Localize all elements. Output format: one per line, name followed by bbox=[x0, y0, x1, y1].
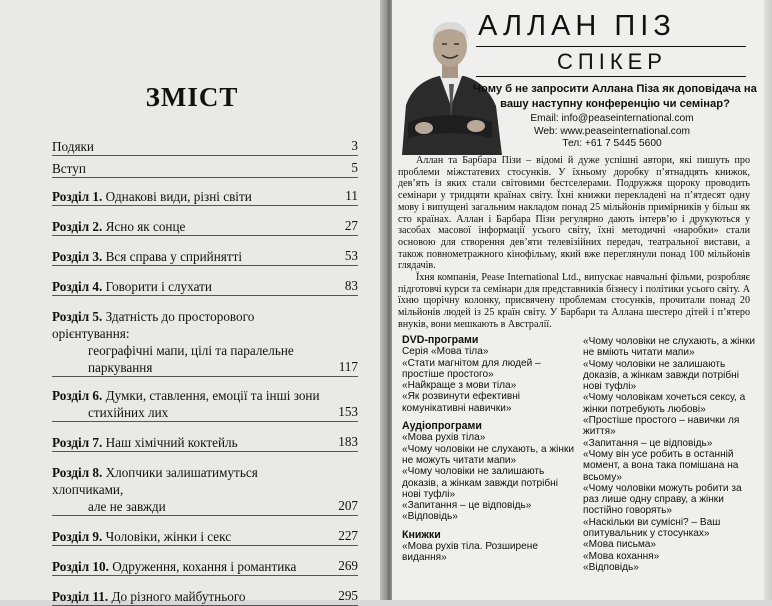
divider bbox=[476, 76, 746, 77]
toc-entry-title: Розділ 11. До різного майбутнього bbox=[52, 589, 246, 604]
left-page bbox=[0, 0, 384, 604]
toc-entry bbox=[52, 464, 358, 516]
chapter-number: Розділ 3. bbox=[52, 249, 106, 264]
toc-entry bbox=[52, 588, 358, 606]
table-of-contents bbox=[52, 138, 358, 606]
chapter-number: Розділ 9. bbox=[52, 529, 106, 544]
chapter-number: Розділ 6. bbox=[52, 388, 106, 403]
chapter-number: Розділ 4. bbox=[52, 279, 106, 294]
contacts bbox=[512, 113, 712, 151]
product-item: «Чому чоловіки не слухають, а жінки не можуть читати мапи» bbox=[402, 443, 574, 466]
product-group-heading: DVD-програми bbox=[402, 334, 479, 346]
product-item: «Як розвинути ефективні комунікативні навички» bbox=[402, 391, 521, 414]
toc-entry-title: Подяки bbox=[52, 139, 94, 154]
email-link[interactable]: Email: info@peaseinternational.com bbox=[530, 113, 694, 124]
toc-entry bbox=[52, 528, 358, 546]
toc-entry-continuation: паркування bbox=[88, 360, 153, 375]
bio-paragraph: Аллан та Барбара Пізи – відомі й дуже успішні автори, які пишуть про проблеми міжстатевих стосунків. У їхньому доробку п’ятнадцять книжок, дев’ять із яких стали світовими бестселерами. Подружжя щороку проводить семінари у тридцяти країнах світу. Їхні книжки перекладені на п’ятдесят одну мову і випущені загальним накладом понад 25 мільйонів примірників у більш як сто країнах. Аллан і Барбара Пізи регулярно дають інтерв’ю і друкуються у засобах масової інформації усього світу, їхні методичні «наробки» стали основою для створення дев’яти телевізійних передач, театральної вистави, а також повнометражного кінофільму, який вже переглянули понад 100 мільйонів глядачів. bbox=[398, 155, 750, 272]
chapter-number: Розділ 7. bbox=[52, 435, 106, 450]
page-edge bbox=[764, 0, 772, 600]
divider bbox=[476, 46, 746, 47]
toc-page-number: 207 bbox=[338, 498, 358, 513]
toc-entry bbox=[52, 308, 358, 377]
chapter-number: Розділ 2. bbox=[52, 219, 106, 234]
product-item: «Чому чоловікам хочеться сексу, а жінки потребують любові» bbox=[583, 392, 746, 415]
toc-entry-title: Розділ 6. Думки, ставлення, емоції та інші зони стихійних лих bbox=[52, 387, 358, 421]
toc-page-number: 5 bbox=[351, 160, 358, 175]
speaker-name: АЛЛАН ПІЗ bbox=[478, 10, 676, 42]
products-right-column bbox=[583, 336, 759, 573]
chapter-number: Розділ 8. bbox=[52, 465, 106, 480]
chapter-number: Розділ 1. bbox=[52, 189, 106, 204]
toc-entry-title: Розділ 2. Ясно як сонце bbox=[52, 219, 186, 234]
product-item: «Наскільки ви сумісні? – Ваш опитувальник у стосунках» bbox=[583, 516, 721, 540]
product-item: «Мова рухів тіла» bbox=[402, 432, 486, 444]
phone: Тел: +61 7 5445 5600 bbox=[562, 138, 662, 149]
invitation-question: Чому б не запросити Аллана Піза як доповідача на вашу наступну конференцію чи семінар? bbox=[473, 83, 757, 110]
toc-page-number: 27 bbox=[344, 218, 358, 233]
toc-entry-title: Розділ 10. Одруження, кохання і романтика bbox=[52, 559, 297, 574]
toc-entry bbox=[52, 138, 358, 156]
product-group bbox=[402, 530, 578, 564]
toc-entry-continuation: географічні мапи, цілі та паралельне bbox=[88, 343, 294, 358]
toc-page-number: 3 bbox=[351, 138, 358, 153]
toc-entry-title: Розділ 7. Наш хімічний коктейль bbox=[52, 435, 238, 450]
product-item: «Відповідь» bbox=[402, 511, 458, 523]
toc-page-number: 11 bbox=[345, 188, 358, 203]
products-left-column bbox=[402, 333, 578, 571]
product-item: «Мова рухів тіла. Розширене видання» bbox=[402, 541, 538, 564]
toc-entry-continuation: але не завжди bbox=[88, 499, 166, 514]
toc-entry bbox=[52, 218, 358, 236]
toc-page-number: 153 bbox=[338, 404, 358, 419]
toc-title: ЗМІСТ bbox=[145, 82, 239, 112]
product-item: Серія «Мова тіла» bbox=[402, 346, 489, 358]
toc-page-number: 183 bbox=[338, 434, 358, 449]
product-item: «Чому чоловіки можуть робити за раз лише одну справу, а жінки постійно говорять» bbox=[583, 482, 742, 517]
toc-entry bbox=[52, 278, 358, 296]
toc-entry bbox=[52, 188, 358, 206]
toc-page-number: 83 bbox=[344, 278, 358, 293]
product-item: «Відповідь» bbox=[583, 561, 639, 573]
product-group-heading: Аудіопрограми bbox=[402, 420, 482, 433]
toc-entry-title: Розділ 8. Хлопчики залишатимуться хлопчиками, але не завжди bbox=[52, 464, 358, 515]
toc-entry-title: Розділ 5. Здатність до просторового орієнтування: географічні мапи, цілі та паралельне паркування bbox=[52, 308, 358, 376]
toc-page-number: 295 bbox=[338, 588, 358, 603]
toc-entry-title: Вступ bbox=[52, 161, 86, 176]
chapter-number: Розділ 11. bbox=[52, 589, 112, 604]
product-item: «Мова письма» bbox=[583, 539, 656, 551]
chapter-number: Розділ 5. bbox=[52, 309, 106, 324]
toc-entry bbox=[52, 434, 358, 452]
toc-page-number: 117 bbox=[338, 359, 358, 374]
product-group-heading: Книжки bbox=[402, 528, 441, 541]
product-item: «Запитання – це відповідь» bbox=[402, 500, 532, 512]
toc-entry bbox=[52, 248, 358, 266]
speaker-subtitle: СПІКЕР bbox=[557, 49, 667, 74]
product-item: «Стати магнітом для людей – простіше простого» bbox=[402, 357, 541, 380]
toc-entry-continuation: стихійних лих bbox=[88, 405, 169, 420]
toc-entry bbox=[52, 558, 358, 576]
product-item: «Мова кохання» bbox=[583, 550, 660, 562]
product-group bbox=[402, 421, 578, 523]
product-item: «Чому чоловіки не залишають доказів, а жінкам завжди потрібні нові туфлі» bbox=[583, 358, 739, 393]
toc-page-number: 269 bbox=[338, 558, 358, 573]
toc-page-number: 227 bbox=[338, 528, 358, 543]
toc-entry-title: Розділ 3. Вся справа у сприйнятті bbox=[52, 249, 243, 264]
product-item: «Чому він усе робить в останній момент, а вона така помішана на всьому» bbox=[583, 448, 739, 483]
web-link[interactable]: Web: www.peaseinternational.com bbox=[533, 125, 691, 137]
product-item: «Найкраще з мови тіла» bbox=[402, 380, 517, 392]
biography bbox=[398, 155, 750, 331]
product-item: «Запитання – це відповідь» bbox=[583, 437, 713, 449]
product-item: «Простіше простого – навички ля життя» bbox=[583, 415, 740, 438]
toc-entry-title: Розділ 1. Однакові види, різні світи bbox=[52, 189, 252, 204]
product-item: «Чому чоловіки не залишають доказів, а жінкам завжди потрібні нові туфлі» bbox=[402, 466, 558, 500]
product-item: «Чому чоловіки не слухають, а жінки не вміють читати мапи» bbox=[583, 336, 755, 359]
toc-entry-title: Розділ 4. Говорити і слухати bbox=[52, 279, 212, 294]
bio-paragraph: Їхня компанія, Pease International Ltd., випускає навчальні фільми, розробляє підготовчі курси та семінари для представників бізнесу і політики усього світу. А їхню щорічну колонку, присвячену проблемам стосунків, прочитали понад 20 мільйонів людей із 25 країн світу. У Барбари та Аллана шестеро дітей і п’ятеро внуків, вони мешкають в Австралії. bbox=[398, 272, 750, 330]
toc-entry-title: Розділ 9. Чоловіки, жінки і секс bbox=[52, 529, 232, 544]
chapter-number: Розділ 10. bbox=[52, 559, 113, 574]
product-group bbox=[402, 335, 578, 414]
toc-page-number: 53 bbox=[344, 248, 358, 263]
toc-entry bbox=[52, 387, 358, 422]
toc-entry bbox=[52, 160, 358, 178]
